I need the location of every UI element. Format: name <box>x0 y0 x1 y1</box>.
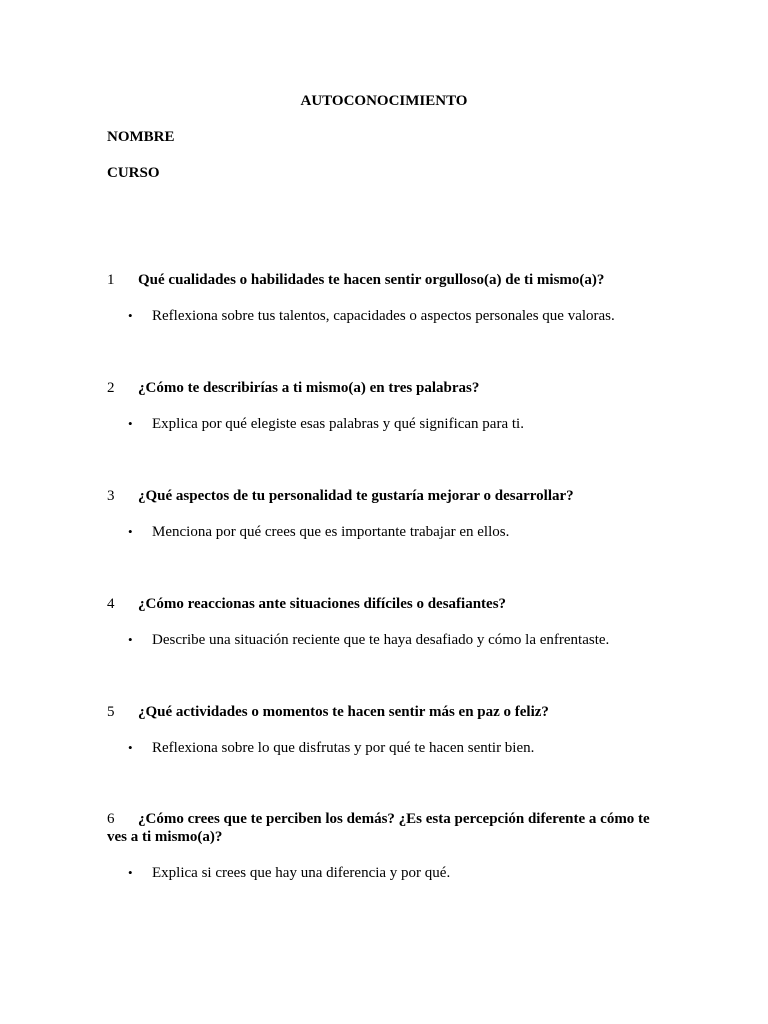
question-item-2 <box>107 379 667 433</box>
question-number: 2 <box>107 380 115 396</box>
hint-text: Explica si crees que hay una diferencia y por qué. <box>152 865 451 881</box>
question-hint <box>107 523 667 541</box>
question-label: ¿Cómo te describirías a ti mismo(a) en tres palabras? <box>138 380 480 396</box>
hint-text: Describe una situación reciente que te haya desafiado y cómo la enfrentaste. <box>152 632 610 648</box>
question-label: ¿Cómo crees que te perciben los demás? ¿Es esta percepción diferente a cómo te ves a ti mismo(a)? <box>107 811 650 845</box>
hint-text: Reflexiona sobre tus talentos, capacidades o aspectos personales que valoras. <box>152 308 615 324</box>
question-text <box>107 595 667 613</box>
question-number: 1 <box>107 272 115 288</box>
question-hint <box>107 631 667 649</box>
hint-text: Reflexiona sobre lo que disfrutas y por qué te hacen sentir bien. <box>152 740 535 756</box>
question-item-3 <box>107 487 667 541</box>
hint-text: Explica por qué elegiste esas palabras y qué significan para ti. <box>152 416 524 432</box>
question-label: ¿Qué actividades o momentos te hacen sentir más en paz o feliz? <box>138 704 549 720</box>
question-text <box>107 271 667 289</box>
course-label: CURSO <box>107 165 160 181</box>
question-text <box>107 703 667 721</box>
question-label: ¿Cómo reaccionas ante situaciones difíciles o desafiantes? <box>138 596 507 612</box>
bullet-icon: • <box>128 865 133 880</box>
question-item-1 <box>107 271 667 325</box>
question-hint <box>107 415 667 433</box>
question-text <box>107 487 667 505</box>
question-number: 4 <box>107 596 115 612</box>
name-label: NOMBRE <box>107 129 175 145</box>
question-label: ¿Qué aspectos de tu personalidad te gustaría mejorar o desarrollar? <box>138 488 574 504</box>
question-number: 6 <box>107 811 115 827</box>
question-text <box>107 810 667 846</box>
bullet-icon: • <box>128 416 133 431</box>
question-label: Qué cualidades o habilidades te hacen sentir orgulloso(a) de ti mismo(a)? <box>138 272 605 288</box>
question-text <box>107 379 667 397</box>
hint-text: Menciona por qué crees que es importante trabajar en ellos. <box>152 524 510 540</box>
question-number: 5 <box>107 704 115 720</box>
question-item-6 <box>107 810 667 882</box>
question-hint <box>107 739 667 757</box>
bullet-icon: • <box>128 308 133 323</box>
question-hint <box>107 307 667 325</box>
bullet-icon: • <box>128 740 133 755</box>
bullet-icon: • <box>128 524 133 539</box>
question-number: 3 <box>107 488 115 504</box>
question-item-5 <box>107 703 667 757</box>
bullet-icon: • <box>128 632 133 647</box>
question-hint <box>107 864 667 882</box>
document-title: AUTOCONOCIMIENTO <box>300 93 468 109</box>
question-item-4 <box>107 595 667 649</box>
